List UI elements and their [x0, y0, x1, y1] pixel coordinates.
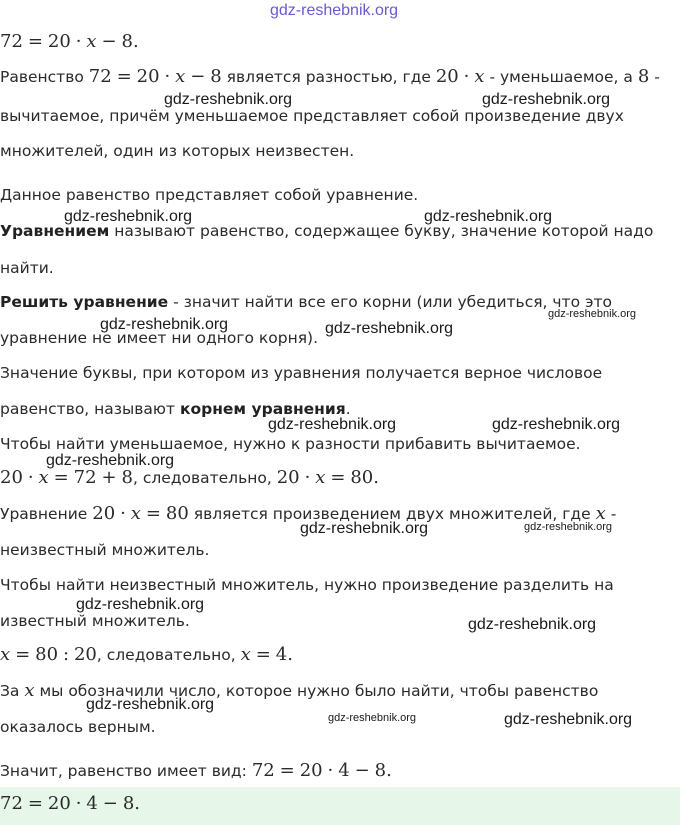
math-number: 8: [637, 66, 650, 87]
watermark: gdz-reshebnik.org: [468, 616, 597, 633]
watermark: gdz-reshebnik.org: [86, 696, 215, 713]
math-operator: ·: [304, 467, 311, 488]
math-operator: =: [116, 66, 132, 87]
math-number: 4: [86, 793, 98, 814]
equation-step-2: [0, 645, 293, 665]
math-operator: =: [330, 467, 346, 488]
math-number: 4: [338, 760, 350, 781]
math-operator: ·: [75, 31, 82, 52]
math-operator: ·: [120, 503, 126, 524]
definition-solve: [0, 292, 612, 312]
rule-minuend: Чтобы найти уменьшаемое, нужно к разности прибавить вычитаемое.: [0, 435, 581, 453]
math-number: 8: [374, 760, 387, 781]
watermark-small: gdz-reshebnik.org: [548, 308, 637, 320]
math-number: 72: [73, 467, 97, 488]
text: является разностью, где: [226, 68, 431, 86]
math-number: 20: [435, 66, 459, 87]
math-operator: :: [62, 644, 70, 665]
text: - уменьшаемое, а: [489, 68, 633, 86]
math-period: .: [287, 644, 293, 665]
math-variable: x: [0, 644, 11, 665]
text: -: [610, 505, 617, 523]
text: Уравнение: [0, 505, 88, 523]
text: мы обозначили число, которое нужно было найти, чтобы равенство: [39, 682, 599, 700]
math-number: 72: [0, 793, 23, 814]
math-number: 20: [47, 31, 71, 52]
math-number: 8: [210, 66, 222, 87]
paragraph-result: [0, 761, 392, 781]
math-number: 80: [35, 644, 59, 665]
watermark: gdz-reshebnik.org: [76, 596, 205, 613]
watermark: gdz-reshebnik.org: [424, 208, 553, 225]
watermark: gdz-reshebnik.org: [164, 91, 293, 108]
math-number: 80: [350, 467, 374, 488]
math-number: 72: [88, 66, 112, 87]
paragraph-equation-statement: Данное равенство представляет собой уравнение.: [0, 186, 419, 204]
math-number: 72: [0, 31, 23, 52]
math-operator: ·: [327, 760, 334, 781]
math-number: 8: [122, 793, 135, 814]
watermark: gdz-reshebnik.org: [64, 208, 193, 225]
text: -: [654, 68, 660, 86]
math-number: 20: [136, 66, 160, 87]
math-number: 4: [275, 644, 288, 665]
definition-root-line1: Значение буквы, при котором из уравнения получается верное числовое: [0, 364, 603, 382]
term-solve-equation: Решить уравнение: [0, 293, 169, 311]
term-equation: Уравнением: [0, 222, 110, 240]
math-period: .: [134, 793, 140, 814]
answer-block: [0, 787, 680, 825]
definition-solve-line2: уравнение не имеет ни одного корня).: [0, 329, 318, 347]
watermark: gdz-reshebnik.org: [100, 316, 229, 333]
answer-equation: [0, 794, 140, 814]
math-variable: x: [130, 503, 141, 524]
math-variable: x: [24, 680, 35, 701]
math-operator: ·: [463, 66, 470, 87]
equation-initial: [0, 32, 139, 52]
text: - значит найти все его корни (или убедиться, что это: [173, 293, 613, 311]
paragraph-variable-line2: оказалось верным.: [0, 718, 156, 736]
watermark: gdz-reshebnik.org: [300, 520, 429, 537]
watermark-small: gdz-reshebnik.org: [524, 521, 613, 533]
math-variable: x: [474, 66, 485, 87]
math-number: 20: [0, 467, 23, 488]
math-variable: x: [38, 467, 49, 488]
math-number: 20: [276, 467, 300, 488]
watermark-top: gdz-reshebnik.org: [270, 2, 399, 19]
math-operator: −: [354, 760, 370, 781]
math-variable: x: [240, 644, 251, 665]
text: , следовательно,: [132, 469, 272, 487]
math-operator: =: [145, 503, 161, 524]
math-number: 72: [251, 760, 275, 781]
text: Равенство: [0, 68, 84, 86]
paragraph-difference-line3: множителей, один из которых неизвестен.: [0, 142, 355, 160]
paragraph-difference-line2: вычитаемое, причём уменьшаемое представляет собой произведение двух: [0, 107, 624, 125]
watermark: gdz-reshebnik.org: [46, 452, 175, 469]
term-root: корнем уравнения: [179, 400, 346, 418]
math-operator: ·: [164, 66, 171, 87]
math-number: 20: [47, 793, 71, 814]
math-operator: −: [102, 793, 118, 814]
math-operator: ·: [27, 467, 34, 488]
watermark: gdz-reshebnik.org: [482, 91, 611, 108]
math-operator: −: [190, 66, 206, 87]
paragraph-variable: [0, 681, 598, 701]
math-period: .: [373, 467, 379, 488]
watermark-small: gdz-reshebnik.org: [328, 712, 417, 724]
math-operator: =: [15, 644, 31, 665]
definition-equation: [0, 221, 653, 241]
equation-step-1: [0, 468, 379, 488]
math-period: .: [386, 760, 392, 781]
math-operator: +: [101, 467, 117, 488]
math-variable: x: [175, 66, 186, 87]
rule-factor-line1: Чтобы найти неизвестный множитель, нужно произведение разделить на: [0, 576, 614, 594]
math-operator: =: [53, 467, 69, 488]
definition-root-line2: [0, 399, 351, 419]
math-period: .: [132, 31, 139, 52]
text: , следовательно,: [96, 646, 236, 664]
watermark: gdz-reshebnik.org: [492, 416, 621, 433]
math-variable: x: [595, 503, 606, 524]
math-number: 80: [165, 503, 189, 524]
math-operator: =: [255, 644, 271, 665]
math-number: 8: [121, 31, 133, 52]
paragraph-product: [0, 504, 616, 524]
text: называют равенство, содержащее букву, значение которой надо: [114, 222, 654, 240]
math-operator: ·: [75, 793, 82, 814]
rule-factor-line2: известный множитель.: [0, 612, 190, 630]
math-variable: x: [315, 467, 326, 488]
text: равенство, называют: [0, 400, 175, 418]
math-number: 20: [299, 760, 323, 781]
text: Значит, равенство имеет вид:: [0, 762, 247, 780]
text: За: [0, 682, 20, 700]
math-number: 8: [121, 467, 133, 488]
text: является произведением двух множителей, где: [193, 505, 591, 523]
math-operator: =: [279, 760, 295, 781]
watermark: gdz-reshebnik.org: [268, 416, 397, 433]
math-number: 20: [92, 503, 116, 524]
text: .: [345, 400, 351, 418]
watermark: gdz-reshebnik.org: [325, 320, 454, 337]
paragraph-difference-line1: [0, 67, 660, 87]
math-operator: −: [101, 31, 117, 52]
watermark: gdz-reshebnik.org: [504, 711, 633, 728]
math-operator: =: [27, 793, 43, 814]
definition-equation-line2: найти.: [0, 259, 54, 277]
math-operator: =: [27, 31, 43, 52]
math-variable: x: [86, 31, 97, 52]
paragraph-product-line2: неизвестный множитель.: [0, 541, 210, 559]
math-number: 20: [73, 644, 97, 665]
